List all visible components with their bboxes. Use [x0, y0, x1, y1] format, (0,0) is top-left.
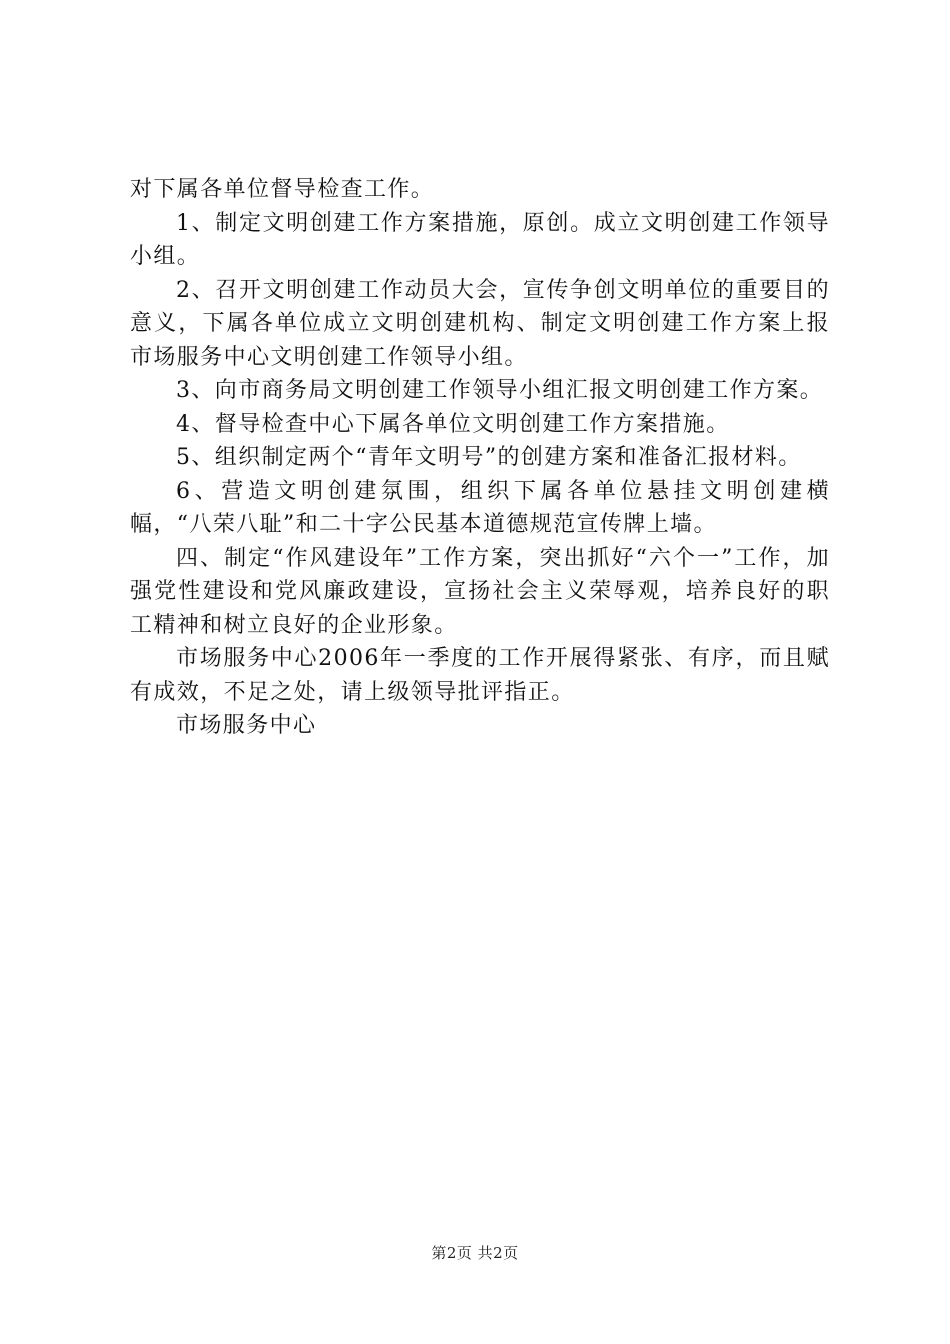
paragraph-summary: 市场服务中心2006年一季度的工作开展得紧张、有序，而且赋有成效，不足之处，请上级领导批评指正。	[130, 646, 830, 705]
page-number-footer: 第2页 共2页	[431, 1244, 519, 1262]
paragraph-continuation: 对下属各单位督导检查工作。	[130, 177, 435, 202]
signature-line: 市场服务中心	[176, 713, 317, 738]
document-body	[130, 173, 830, 743]
paragraph-section-four: 四、制定“作风建设年”工作方案，突出抓好“六个一”工作，加强党性建设和党风廉政建设，宣扬社会主义荣辱观，培养良好的职工精神和树立良好的企业形象。	[130, 545, 830, 638]
paragraph-item-3: 3、向市商务局文明创建工作领导小组汇报文明创建工作方案。	[176, 378, 824, 403]
paragraph-item-1: 1、制定文明创建工作方案措施，原创。成立文明创建工作领导小组。	[130, 210, 830, 269]
paragraph-item-6: 6、营造文明创建氛围，组织下属各单位悬挂文明创建横幅，“八荣八耻”和二十字公民基本道德规范宣传牌上墙。	[130, 478, 830, 537]
paragraph-item-4: 4、督导检查中心下属各单位文明创建工作方案措施。	[176, 411, 730, 437]
paragraph-item-5: 5、组织制定两个“青年文明号”的创建方案和准备汇报材料。	[176, 445, 802, 470]
paragraph-item-2: 2、召开文明创建工作动员大会，宣传争创文明单位的重要目的意义，下属各单位成立文明创建机构、制定文明创建工作方案上报市场服务中心文明创建工作领导小组。	[130, 277, 830, 370]
